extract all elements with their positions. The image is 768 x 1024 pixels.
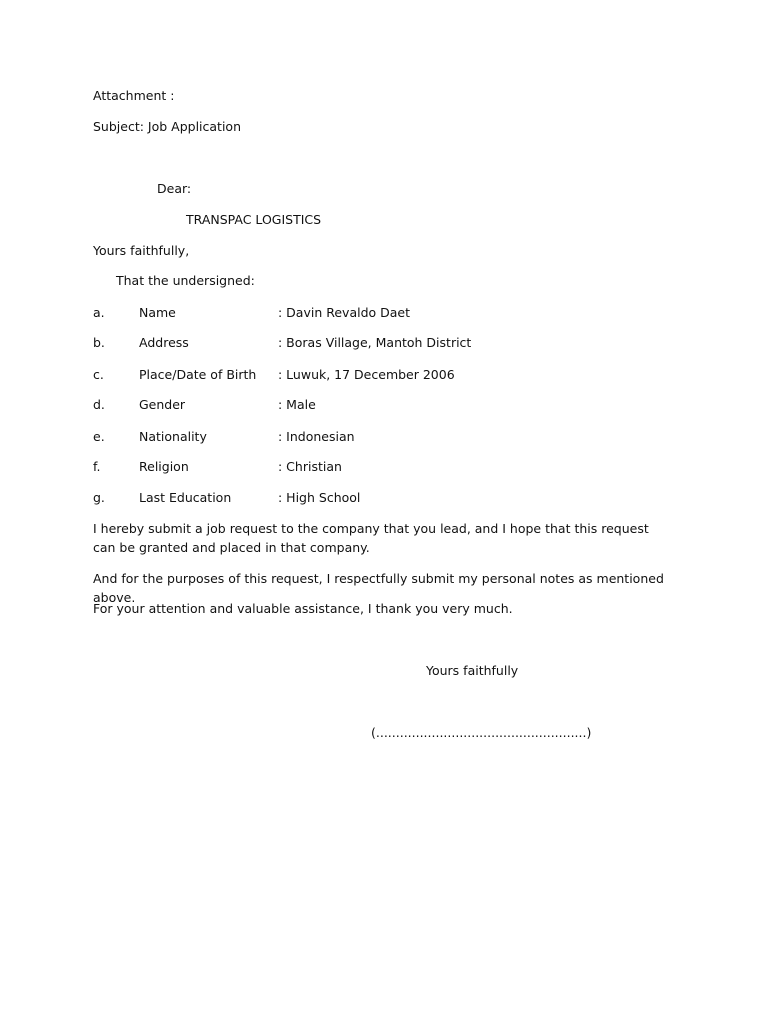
detail-field: Place/Date of Birth: [139, 367, 257, 382]
body-paragraph-request: I hereby submit a job request to the company that you lead, and I hope that this request can be granted and placed in that company.: [93, 521, 649, 555]
detail-letter: d.: [93, 397, 105, 412]
salutation: Dear:: [157, 181, 192, 196]
detail-value: : Indonesian: [278, 429, 355, 444]
detail-letter: b.: [93, 335, 105, 350]
intro-line: That the undersigned:: [116, 273, 255, 288]
recipient-name: TRANSPAC LOGISTICS: [186, 212, 322, 227]
detail-field: Name: [139, 305, 176, 320]
detail-letter: e.: [93, 429, 105, 444]
detail-value: : Davin Revaldo Daet: [278, 305, 411, 320]
detail-value: : Boras Village, Mantoh District: [278, 335, 472, 350]
subject-line: Subject: Job Application: [93, 119, 241, 134]
detail-value: : Christian: [278, 459, 342, 474]
signature-line: (.....................................................): [371, 725, 592, 740]
closing: Yours faithfully: [426, 663, 519, 678]
body-paragraph-thanks: For your attention and valuable assistance, I thank you very much.: [93, 601, 513, 616]
detail-letter: f.: [93, 459, 101, 474]
body-paragraph-purpose: And for the purposes of this request, I respectfully submit my personal notes as mentioned above.: [93, 571, 664, 605]
detail-letter: a.: [93, 305, 105, 320]
detail-field: Last Education: [139, 490, 232, 505]
detail-field: Religion: [139, 459, 189, 474]
detail-value: : Luwuk, 17 December 2006: [278, 367, 455, 382]
detail-value: : Male: [278, 397, 316, 412]
detail-field: Gender: [139, 397, 186, 412]
detail-letter: c.: [93, 367, 104, 382]
detail-letter: g.: [93, 490, 105, 505]
attachment-line: Attachment :: [93, 88, 175, 103]
detail-value: : High School: [278, 490, 361, 505]
detail-field: Nationality: [139, 429, 207, 444]
greeting: Yours faithfully,: [93, 243, 190, 258]
detail-field: Address: [139, 335, 189, 350]
